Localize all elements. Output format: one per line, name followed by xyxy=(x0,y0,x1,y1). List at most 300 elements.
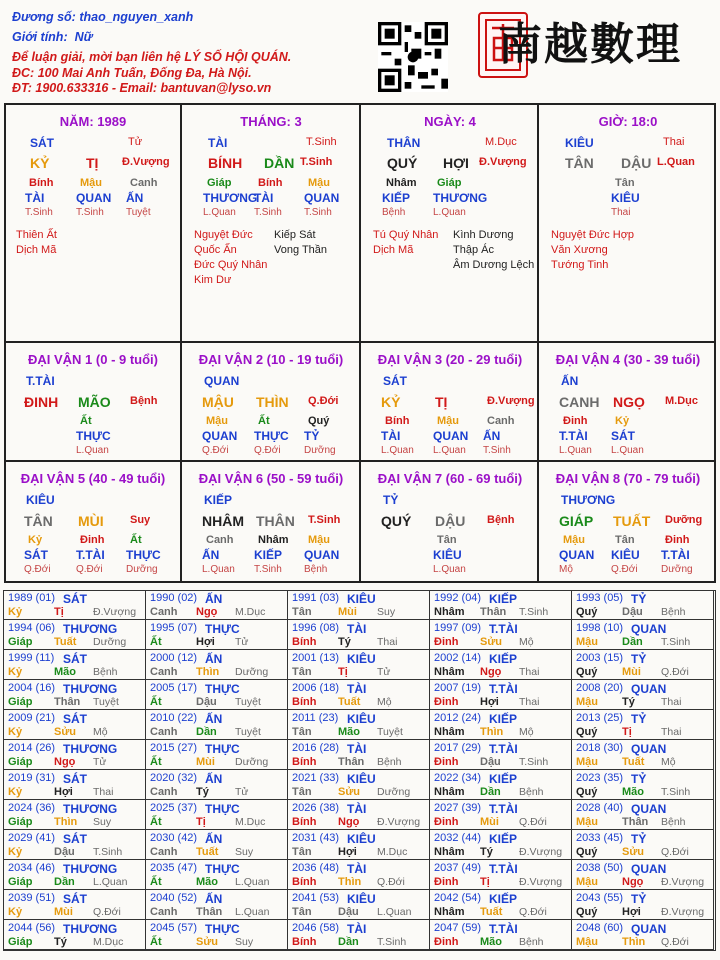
hidden-god: THƯƠNG xyxy=(433,191,488,205)
year-stage: Đ.Vượng xyxy=(519,846,563,858)
dai-van-ten-god: QUAN xyxy=(204,374,240,388)
year-branch: Dần xyxy=(338,936,359,948)
dai-van-state: Dưỡng xyxy=(665,514,703,526)
pillar-stem: KỶ xyxy=(30,155,50,171)
hidden-stage: L.Quan xyxy=(433,207,466,218)
year-branch: Ngọ xyxy=(338,816,360,828)
year-label: 2040 (52) xyxy=(150,892,198,904)
year-cell xyxy=(288,680,430,710)
dai-van-hidden-stage: Mộ xyxy=(559,564,573,575)
year-branch: Tị xyxy=(480,876,490,888)
year-cell xyxy=(572,920,714,950)
star-item: Dịch Mã xyxy=(373,244,414,256)
year-cell xyxy=(572,890,714,920)
year-cell xyxy=(572,830,714,860)
year-stem: Giáp xyxy=(8,696,33,708)
hidden-stage: Tuyệt xyxy=(126,207,151,218)
year-ten-god: SÁT xyxy=(63,592,87,606)
year-branch: Mùi xyxy=(54,906,73,918)
year-branch: Dần xyxy=(480,786,501,798)
year-stem: Canh xyxy=(150,666,178,678)
dai-van-title: ĐẠI VẬN 5 (40 - 49 tuổi) xyxy=(20,471,166,486)
year-cell xyxy=(430,800,572,830)
year-cell xyxy=(430,830,572,860)
year-ten-god: THƯƠNG xyxy=(63,802,118,816)
year-stem: Giáp xyxy=(8,636,33,648)
year-stem: Tân xyxy=(292,906,312,918)
year-cell xyxy=(430,770,572,800)
dai-van-hidden-stem: Quý xyxy=(308,415,330,427)
dai-van-title: ĐẠI VẬN 4 (30 - 39 tuổi) xyxy=(555,352,701,367)
dai-van-stem: CANH xyxy=(559,394,600,410)
dai-van-hidden-god: KIÊU xyxy=(611,548,640,562)
year-ten-god: KIẾP xyxy=(489,592,518,606)
star-item: Nguyệt Đức Hợp xyxy=(551,229,635,241)
year-stage: Tử xyxy=(235,786,249,798)
year-stem: Kỷ xyxy=(8,786,23,798)
dai-van-state: T.Sinh xyxy=(308,514,341,526)
dai-van-hidden-stage: L.Quan xyxy=(381,445,414,456)
year-ten-god: T.TÀI xyxy=(489,922,518,936)
hidden-stage: L.Quan xyxy=(203,207,236,218)
dai-van-stem: QUÝ xyxy=(381,513,412,529)
year-cell xyxy=(4,860,146,890)
dai-van-hidden-god: QUAN xyxy=(304,548,340,562)
year-stem: Giáp xyxy=(8,756,33,768)
hidden-stage: T.Sinh xyxy=(304,207,332,218)
year-ten-god: THỰC xyxy=(205,922,240,936)
year-branch: Tị xyxy=(54,606,64,618)
divider xyxy=(359,103,361,583)
year-ten-god: TỶ xyxy=(631,652,647,666)
qr-code xyxy=(378,22,448,92)
star-item: Kình Dương xyxy=(453,229,514,241)
year-label: 1989 (01) xyxy=(8,592,56,604)
year-ten-god: ẤN xyxy=(205,592,223,606)
year-stage: Mộ xyxy=(377,696,392,708)
year-ten-god: TÀI xyxy=(347,862,367,876)
dai-van-ten-god: TỶ xyxy=(383,493,399,507)
year-ten-god: THỰC xyxy=(205,862,240,876)
year-stem: Mậu xyxy=(576,636,598,648)
year-cell xyxy=(572,590,714,620)
hidden-stem: Canh xyxy=(130,177,158,189)
year-stage: Dưỡng xyxy=(93,636,127,648)
year-ten-god: TỶ xyxy=(631,772,647,786)
pillar-ten-god: THÂN xyxy=(387,136,421,150)
year-cell xyxy=(288,920,430,950)
year-stage: T.Sinh xyxy=(519,606,549,618)
year-label: 1993 (05) xyxy=(576,592,624,604)
year-label: 2025 (37) xyxy=(150,802,198,814)
year-stage: Đ.Vượng xyxy=(661,876,705,888)
year-ten-god: KIÊU xyxy=(347,772,376,786)
year-label: 2038 (50) xyxy=(576,862,624,874)
year-stage: Q.Đới xyxy=(377,876,405,888)
year-cell xyxy=(4,740,146,770)
dai-van-hidden-stem: Canh xyxy=(206,534,234,546)
pillar-stage: T.Sinh xyxy=(306,136,337,148)
year-label: 2010 (22) xyxy=(150,712,198,724)
year-stem: Giáp xyxy=(8,816,33,828)
dai-van-hidden-stem: Mậu xyxy=(563,534,585,546)
year-cell xyxy=(4,680,146,710)
dai-van-hidden-god: KIÊU xyxy=(433,548,462,562)
dai-van-stem: GIÁP xyxy=(559,513,594,529)
year-label: 2007 (19) xyxy=(434,682,482,694)
year-branch: Tý xyxy=(338,636,351,648)
year-label: 1998 (10) xyxy=(576,622,624,634)
dai-van-hidden-god: ẤN xyxy=(202,548,220,562)
year-branch: Ngọ xyxy=(622,876,644,888)
year-label: 2013 (25) xyxy=(576,712,624,724)
year-cell xyxy=(430,590,572,620)
year-branch: Tị xyxy=(622,726,632,738)
dai-van-hidden-stage: Q.Đới xyxy=(76,564,103,575)
year-label: 2018 (30) xyxy=(576,742,624,754)
dai-van-branch: MÙI xyxy=(78,513,104,529)
year-ten-god: KIẾP xyxy=(489,772,518,786)
year-cell xyxy=(288,650,430,680)
year-label: 2045 (57) xyxy=(150,922,198,934)
year-cell xyxy=(572,650,714,680)
year-cell xyxy=(146,890,288,920)
year-label: 2008 (20) xyxy=(576,682,624,694)
year-stem: Ất xyxy=(150,876,162,888)
year-label: 2023 (35) xyxy=(576,772,624,784)
dai-van-title: ĐẠI VẬN 2 (10 - 19 tuổi) xyxy=(198,352,344,367)
year-stage: Đ.Vượng xyxy=(519,876,563,888)
year-branch: Thìn xyxy=(54,816,78,828)
year-ten-god: ẤN xyxy=(205,712,223,726)
hidden-stem: Bính xyxy=(258,177,283,189)
year-stem: Kỷ xyxy=(8,906,23,918)
pillar-state: Đ.Vượng xyxy=(122,156,170,168)
year-cell xyxy=(146,620,288,650)
dai-van-ten-god: THƯƠNG xyxy=(561,493,616,507)
year-stem: Đinh xyxy=(434,756,459,768)
year-stage: Thai xyxy=(93,786,114,798)
year-branch: Dần xyxy=(622,636,643,648)
year-branch: Sửu xyxy=(338,786,361,798)
dai-van-hidden-stage: Dưỡng xyxy=(126,564,158,575)
year-stem: Canh xyxy=(150,726,178,738)
hidden-god: QUAN xyxy=(76,191,112,205)
year-cell xyxy=(288,770,430,800)
hidden-stem: Mậu xyxy=(308,177,330,189)
year-label: 2012 (24) xyxy=(434,712,482,724)
year-stage: Thai xyxy=(519,696,540,708)
year-label: 2009 (21) xyxy=(8,712,56,724)
dai-van-title: ĐẠI VẬN 8 (70 - 79 tuổi) xyxy=(555,471,701,486)
address-line: ĐC: 100 Mai Anh Tuấn, Đống Đa, Hà Nội. xyxy=(12,66,252,80)
pillar-branch: HỢI xyxy=(443,155,469,171)
year-label: 2037 (49) xyxy=(434,862,482,874)
dai-van-ten-god: SÁT xyxy=(383,374,407,388)
pillar-branch: DẬU xyxy=(621,155,652,171)
year-cell xyxy=(146,830,288,860)
year-cell xyxy=(572,620,714,650)
year-cell xyxy=(4,650,146,680)
year-cell xyxy=(146,740,288,770)
year-ten-god: THƯƠNG xyxy=(63,682,118,696)
year-ten-god: THƯƠNG xyxy=(63,742,118,756)
year-stage: T.Sinh xyxy=(519,756,549,768)
dai-van-hidden-stem: Tân xyxy=(437,534,457,546)
dai-van-stem: NHÂM xyxy=(202,513,244,529)
year-stage: Suy xyxy=(377,606,396,618)
year-label: 1996 (08) xyxy=(292,622,340,634)
pillar-stem: TÂN xyxy=(565,155,594,171)
dai-van-hidden-stem: Nhâm xyxy=(258,534,289,546)
year-ten-god: TÀI xyxy=(347,922,367,936)
year-label: 2041 (53) xyxy=(292,892,340,904)
year-label: 2027 (39) xyxy=(434,802,482,814)
year-ten-god: TÀI xyxy=(347,622,367,636)
hidden-god: QUAN xyxy=(304,191,340,205)
year-stage: Đ.Vượng xyxy=(93,606,137,618)
year-stem: Bính xyxy=(292,696,317,708)
year-label: 2001 (13) xyxy=(292,652,340,664)
pillar-title: NĂM: 1989 xyxy=(59,114,127,129)
year-ten-god: KIẾP xyxy=(489,652,518,666)
year-ten-god: KIẾP xyxy=(489,712,518,726)
year-label: 2017 (29) xyxy=(434,742,482,754)
year-stage: Đ.Vượng xyxy=(661,906,705,918)
dai-van-title: ĐẠI VẬN 3 (20 - 29 tuổi) xyxy=(377,352,523,367)
dai-van-stem: MẬU xyxy=(202,394,234,410)
year-ten-god: SÁT xyxy=(63,652,87,666)
dai-van-ten-god: ẤN xyxy=(561,374,579,388)
year-cell xyxy=(146,680,288,710)
year-label: 2020 (32) xyxy=(150,772,198,784)
year-label: 2021 (33) xyxy=(292,772,340,784)
year-stem: Giáp xyxy=(8,876,33,888)
year-cell xyxy=(288,590,430,620)
year-label: 1999 (11) xyxy=(8,652,55,664)
dai-van-hidden-stage: T.Sinh xyxy=(483,445,511,456)
year-label: 2006 (18) xyxy=(292,682,340,694)
year-stem: Mậu xyxy=(576,936,598,948)
year-branch: Mão xyxy=(54,666,76,678)
year-stage: Dưỡng xyxy=(235,756,269,768)
year-ten-god: TÀI xyxy=(347,802,367,816)
year-stem: Canh xyxy=(150,786,178,798)
year-stem: Bính xyxy=(292,816,317,828)
year-branch: Tý xyxy=(480,846,493,858)
year-stage: M.Dục xyxy=(235,816,266,828)
year-branch: Tị xyxy=(338,666,348,678)
year-branch: Thìn xyxy=(480,726,504,738)
year-cell xyxy=(4,800,146,830)
dai-van-hidden-stage: Dưỡng xyxy=(304,445,336,456)
year-stage: Tuyệt xyxy=(235,696,261,708)
year-label: 2002 (14) xyxy=(434,652,482,664)
dai-van-hidden-stem: Ất xyxy=(258,415,270,427)
year-branch: Tý xyxy=(54,936,67,948)
year-ten-god: TÀI xyxy=(347,742,367,756)
dai-van-hidden-stem: Đinh xyxy=(665,534,690,546)
hidden-god: TÀI xyxy=(25,191,45,205)
gender-label: Giới tính: xyxy=(12,30,68,44)
dai-van-hidden-stem: Đinh xyxy=(563,415,588,427)
dai-van-branch: MÃO xyxy=(78,394,111,410)
year-stage: L.Quan xyxy=(93,876,128,888)
owner-value: thao_nguyen_xanh xyxy=(79,10,194,24)
year-branch: Tý xyxy=(622,696,635,708)
hidden-god: ẤN xyxy=(126,191,144,205)
year-cell xyxy=(288,710,430,740)
year-label: 1990 (02) xyxy=(150,592,198,604)
dai-van-hidden-god: THỰC xyxy=(254,429,289,443)
year-stem: Nhâm xyxy=(434,906,465,918)
year-stem: Canh xyxy=(150,846,178,858)
year-stem: Tân xyxy=(292,846,312,858)
star-item: Vong Thần xyxy=(274,244,328,256)
year-label: 2033 (45) xyxy=(576,832,624,844)
year-stem: Mậu xyxy=(576,816,598,828)
year-label: 2014 (26) xyxy=(8,742,56,754)
star-item: Kim Dư xyxy=(194,274,232,286)
year-stage: Mộ xyxy=(519,636,534,648)
brand-title: 南越數理 xyxy=(498,19,682,70)
year-stem: Kỷ xyxy=(8,606,23,618)
dai-van-hidden-stem: Ất xyxy=(130,534,142,546)
year-branch: Mùi xyxy=(480,816,499,828)
pillar-stage: Thai xyxy=(663,136,685,148)
year-cell xyxy=(572,800,714,830)
year-cell xyxy=(430,680,572,710)
year-label: 2034 (46) xyxy=(8,862,56,874)
year-stem: Ất xyxy=(150,696,162,708)
star-item: Văn Xương xyxy=(551,244,608,256)
year-branch: Dậu xyxy=(480,756,501,768)
pillar-state: T.Sinh xyxy=(300,156,333,168)
dai-van-hidden-god: SÁT xyxy=(24,548,48,562)
star-item: Thiên Ất xyxy=(16,229,57,241)
year-label: 2044 (56) xyxy=(8,922,56,934)
year-branch: Tuất xyxy=(54,636,77,648)
hidden-stage: T.Sinh xyxy=(25,207,53,218)
pillar-title: THÁNG: 3 xyxy=(240,114,302,129)
year-stage: Tuyệt xyxy=(235,726,261,738)
hidden-stage: Thai xyxy=(611,207,631,218)
dai-van-hidden-stage: Dưỡng xyxy=(661,564,693,575)
year-ten-god: KIẾP xyxy=(489,832,518,846)
dai-van-hidden-god: THỰC xyxy=(126,548,161,562)
year-branch: Thìn xyxy=(338,876,362,888)
year-cell xyxy=(4,590,146,620)
gender-line xyxy=(12,30,93,44)
year-cell xyxy=(288,890,430,920)
dai-van-ten-god: KIÊU xyxy=(26,493,55,507)
star-item: Tú Quý Nhân xyxy=(373,229,439,241)
year-stage: L.Quan xyxy=(377,906,412,918)
year-cell xyxy=(4,770,146,800)
year-stage: Dưỡng xyxy=(377,786,411,798)
year-label: 2015 (27) xyxy=(150,742,198,754)
year-label: 1995 (07) xyxy=(150,622,198,634)
year-stem: Quý xyxy=(576,846,598,858)
year-branch: Hợi xyxy=(622,906,641,918)
year-branch: Tuất xyxy=(338,696,361,708)
year-cell xyxy=(430,860,572,890)
year-ten-god: THỰC xyxy=(205,622,240,636)
dai-van-state: Bệnh xyxy=(130,395,158,407)
year-label: 2039 (51) xyxy=(8,892,56,904)
year-ten-god: T.TÀI xyxy=(489,802,518,816)
year-label: 2043 (55) xyxy=(576,892,624,904)
year-stage: Bệnh xyxy=(377,756,402,768)
year-ten-god: KIÊU xyxy=(347,712,376,726)
year-stem: Kỷ xyxy=(8,726,23,738)
hidden-god: KIÊU xyxy=(611,191,640,205)
dai-van-hidden-stage: Q.Đới xyxy=(202,445,229,456)
dai-van-hidden-stage: L.Quan xyxy=(611,445,644,456)
year-stem: Tân xyxy=(292,726,312,738)
year-ten-god: QUAN xyxy=(631,862,667,876)
year-branch: Thân xyxy=(54,696,81,708)
dai-van-hidden-stem: Ất xyxy=(80,415,92,427)
year-branch: Tuất xyxy=(196,846,219,858)
year-branch: Hợi xyxy=(480,696,499,708)
year-stage: Thai xyxy=(661,726,682,738)
dai-van-state: Q.Đới xyxy=(308,395,339,407)
dai-van-branch: NGỌ xyxy=(613,394,645,410)
dai-van-hidden-stem: Kỷ xyxy=(615,415,630,427)
dai-van-hidden-god: KIẾP xyxy=(254,548,283,562)
year-cell xyxy=(288,860,430,890)
year-stage: Bệnh xyxy=(519,786,544,798)
pillar-ten-god: TÀI xyxy=(208,136,228,150)
year-branch: Mão xyxy=(622,786,644,798)
dai-van-stem: TÂN xyxy=(24,513,53,529)
year-ten-god: ẤN xyxy=(205,652,223,666)
year-ten-god: THƯƠNG xyxy=(63,922,118,936)
dai-van-hidden-god: QUAN xyxy=(433,429,469,443)
year-stage: Tử xyxy=(377,666,391,678)
year-ten-god: THỰC xyxy=(205,682,240,696)
year-stem: Tân xyxy=(292,786,312,798)
year-stage: Đ.Vượng xyxy=(377,816,421,828)
year-ten-god: SÁT xyxy=(63,832,87,846)
year-stage: Mộ xyxy=(93,726,108,738)
year-cell xyxy=(572,680,714,710)
dai-van-title: ĐẠI VẬN 1 (0 - 9 tuổi) xyxy=(27,352,159,367)
dai-van-hidden-god: QUAN xyxy=(559,548,595,562)
year-cell xyxy=(146,590,288,620)
year-stem: Bính xyxy=(292,636,317,648)
year-cell xyxy=(146,650,288,680)
pillar-branch: TỊ xyxy=(86,155,99,171)
year-cell xyxy=(146,770,288,800)
hidden-stem: Mậu xyxy=(80,177,102,189)
year-branch: Thân xyxy=(480,606,507,618)
year-ten-god: QUAN xyxy=(631,802,667,816)
year-stem: Bính xyxy=(292,756,317,768)
hidden-god: KIẾP xyxy=(382,191,411,205)
year-label: 2022 (34) xyxy=(434,772,482,784)
year-stage: Tử xyxy=(93,756,107,768)
hidden-stage: T.Sinh xyxy=(76,207,104,218)
year-ten-god: KIÊU xyxy=(347,832,376,846)
year-stem: Quý xyxy=(576,906,598,918)
dai-van-title: ĐẠI VẬN 7 (60 - 69 tuổi) xyxy=(377,471,523,486)
year-ten-god: T.TÀI xyxy=(489,742,518,756)
year-label: 2026 (38) xyxy=(292,802,340,814)
year-stage: Bệnh xyxy=(519,936,544,948)
year-ten-god: TỶ xyxy=(631,892,647,906)
